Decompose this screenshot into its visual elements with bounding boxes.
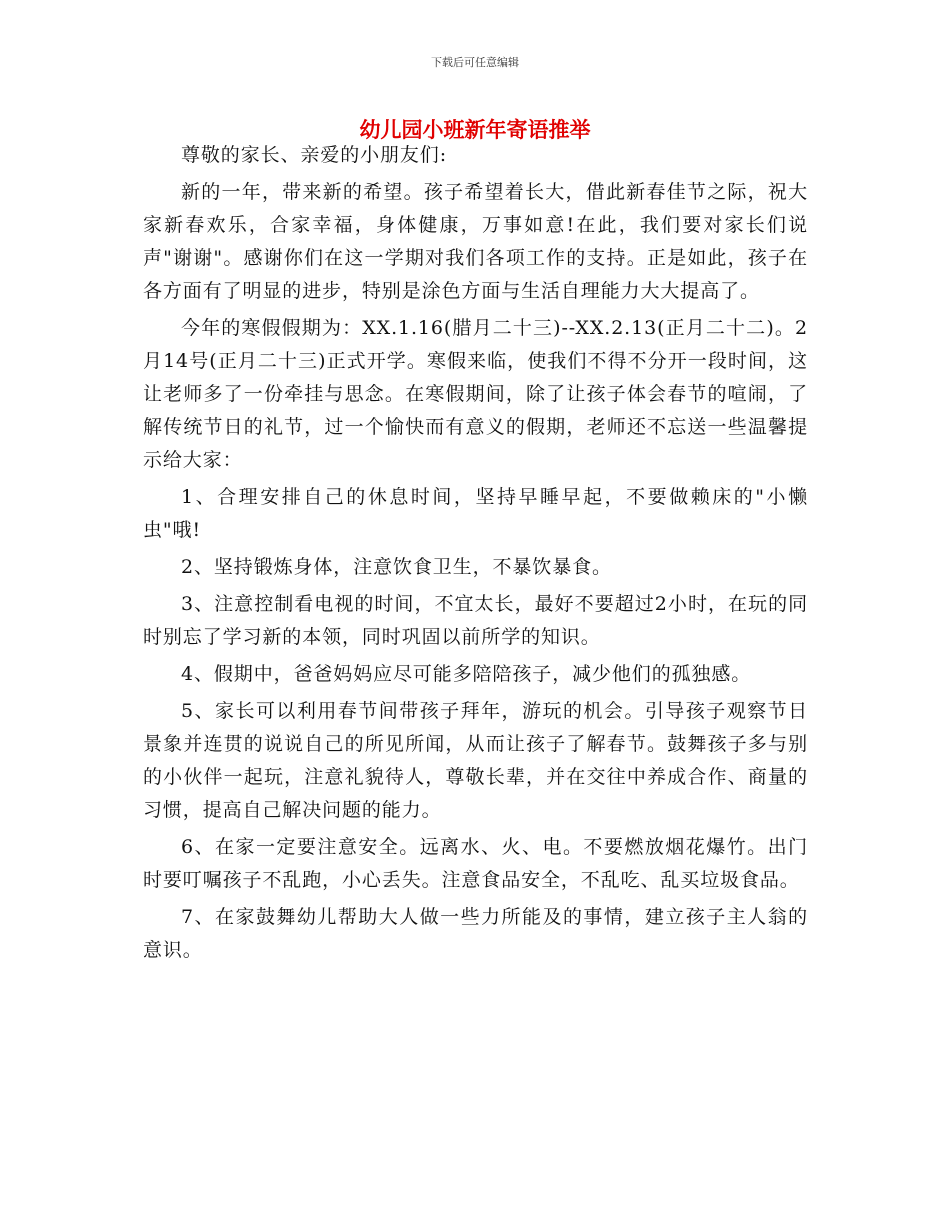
tip-item-5: 5、家长可以利用春节间带孩子拜年，游玩的机会。引导孩子观察节日景象并连贯的说说自己的所见所闻，从而让孩子了解春节。鼓舞孩子多与别的小伙伴一起玩，注意礼貌待人，尊敬长辈，并在交往中养成合作、商量的习惯，提高自己解决问题的能力。 <box>143 700 808 821</box>
tip-item-4: 4、假期中，爸爸妈妈应尽可能多陪陪孩子，减少他们的孤独感。 <box>181 663 752 685</box>
document-body <box>143 139 808 971</box>
tip-item-6: 6、在家一定要注意安全。远离水、火、电。不要燃放烟花爆竹。出门时要叮嘱孩子不乱跑，小心丢失。注意食品安全，不乱吃、乱买垃圾食品。 <box>143 836 808 891</box>
tip-item-2: 2、坚持锻炼身体，注意饮食卫生，不暴饮暴食。 <box>181 556 612 578</box>
salutation: 尊敬的家长、亲爱的小朋友们: <box>181 144 448 166</box>
tip-item-7: 7、在家鼓舞幼儿帮助大人做一些力所能及的事情，建立孩子主人翁的意识。 <box>143 906 808 961</box>
header-note: 下载后可任意编辑 <box>431 56 519 69</box>
tip-item-3: 3、注意控制看电视的时间，不宜太长，最好不要超过2小时，在玩的同时别忘了学习新的本领，同时巩固以前所学的知识。 <box>143 593 808 648</box>
paragraph-greeting: 新的一年，带来新的希望。孩子希望着长大，借此新春佳节之际，祝大家新春欢乐，合家幸福，身体健康，万事如意!在此，我们要对家长们说声"谢谢"。感谢你们在这一学期对我们各项工作的支持。正是如此，孩子在各方面有了明显的进步，特别是涂色方面与生活自理能力大大提高了。 <box>143 181 808 302</box>
paragraph-holiday-schedule: 今年的寒假假期为：XX.1.16(腊月二十三)--XX.2.13(正月二十二)。2月14号(正月二十三)正式开学。寒假来临，使我们不得不分开一段时间，这让老师多了一份牵挂与思念。在寒假期间，除了让孩子体会春节的喧闹，了解传统节日的礼节，过一个愉快而有意义的假期，老师还不忘送一些温馨提示给大家： <box>143 317 808 471</box>
tip-item-1: 1、合理安排自己的休息时间，坚持早睡早起，不要做赖床的"小懒虫"哦! <box>143 486 808 541</box>
document-title: 幼儿园小班新年寄语推举 <box>359 118 591 142</box>
